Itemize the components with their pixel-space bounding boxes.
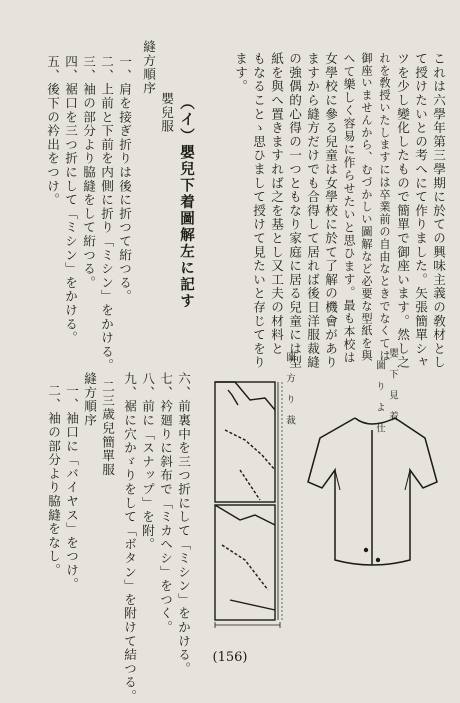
section-2-heading: 縫方順序 [82, 372, 97, 428]
sewing-step-9: 九、裾に穴かゞりをして「ボタン」を附けて結つる。 [122, 372, 137, 703]
intro-line-12: ます。 [233, 52, 248, 94]
sewing-step-8: 八、前に「スナップ」を附。 [140, 372, 155, 552]
garment-illustration [308, 418, 437, 565]
sewing-step-3: 三、袖の部分より脇縫をして絎つる。 [81, 55, 96, 290]
sewing-step-5: 五、後下の衿出をつけ。 [45, 55, 60, 207]
intro-line-5: 御座いませんから、むづかしい圖解など必要な型紙を與 [360, 52, 373, 362]
diagram-label: 圖 方 り 裁 [284, 352, 295, 426]
sewing-step-7: 七、衿廻りに斜布で「ミカヘシ」をつく。 [158, 372, 173, 635]
intro-line-3: ツを少し變化したもので簡單で御座います。然し之 [395, 52, 410, 370]
intro-line-8: ますから縫方だけでも合得して居れば後日洋服裁縫 [305, 52, 320, 370]
section-2-title: 二三歳兒簡單服 [100, 380, 115, 477]
sewing-step-4: 四、裾口を三つ折にして「ミシン」をかける。 [63, 55, 78, 345]
section-title: （イ）嬰兒下着圖解左に記す [178, 95, 195, 310]
intro-line-1: これは六學年第三學期に於ての興味主義の敎材とし [431, 52, 446, 370]
sewing-order-heading: 縫方順序 [141, 40, 156, 96]
intro-line-11: もなることゝ思ひまして授けて見たいと存じてをり [251, 52, 266, 370]
garment-label-b: 圖 り よ 仕 [374, 360, 385, 434]
intro-line-6: へて樂しく容易に作らせたいと思ひます。最も本校は [342, 52, 356, 364]
section-2-step-2: 二、袖の部分より脇縫をなし。 [46, 384, 61, 578]
sewing-step-2: 二、上前と下前を内側に折り「ミシン」をかける。 [99, 55, 114, 373]
intro-line-4: れを敎授いたしますには卒業前の自由なときでなくては [378, 52, 391, 362]
intro-line-9: の強偶的心得の一つともなり家庭に居る兒童には型 [287, 52, 302, 370]
page-number: (156) [212, 650, 248, 665]
intro-line-10: 紙を與へ置きますれば之を基とし又工夫の材料と [269, 52, 284, 356]
garment-label-a: 嬰 下 見 着 [387, 348, 398, 422]
intro-line-2: て授けたいとの考へにて作りました。矢張簡單シャ [413, 52, 428, 370]
intro-line-7: 女學校に參る兒童は女學校に於て了解の機會があり [323, 52, 338, 370]
sewing-step-6: 六、前裏中を三つ折にして「ミシン」をかける。 [176, 372, 191, 676]
sub-title: 嬰兒服 [159, 92, 174, 134]
section-2-step-1: 一、袖口に「バイヤス」をつけ。 [64, 384, 79, 591]
sewing-step-1: 一、肩を接ぎ折りは後に折つて絎つる。 [117, 55, 132, 304]
